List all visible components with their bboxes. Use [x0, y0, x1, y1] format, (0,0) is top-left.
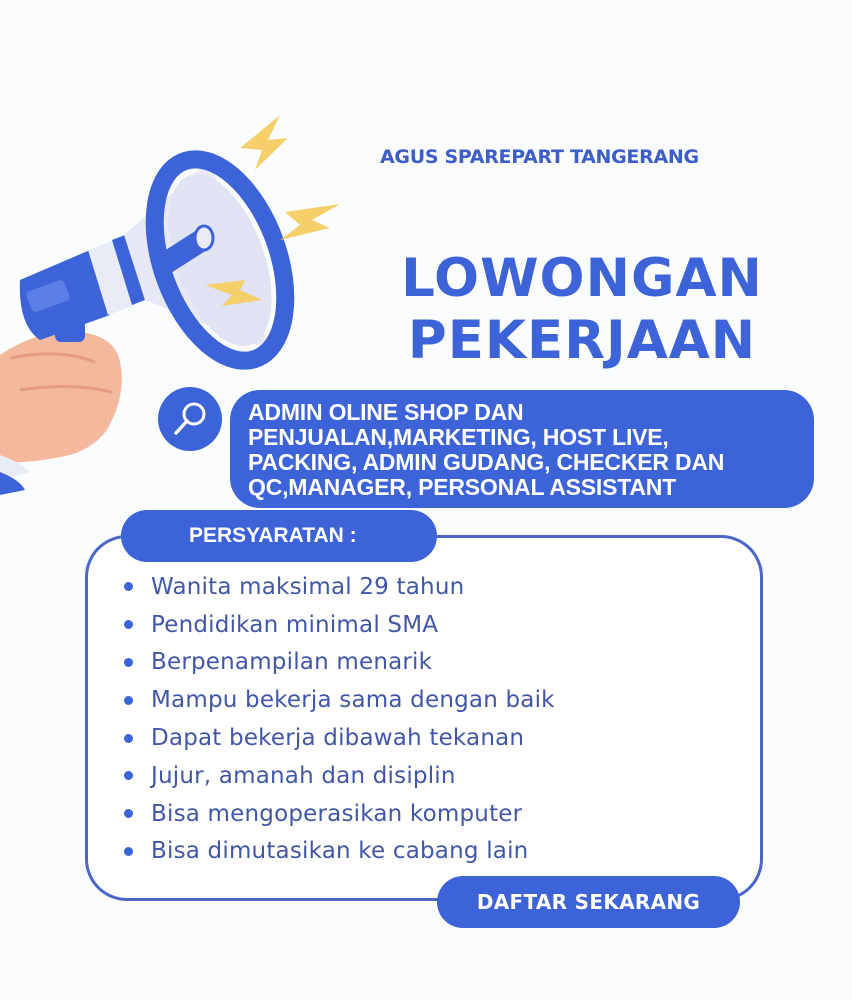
list-item — [120, 833, 555, 871]
requirement-text: Berpenampilan menarik — [151, 649, 433, 676]
page-title — [372, 248, 792, 372]
requirement-text: Dapat bekerja dibawah tekanan — [151, 725, 525, 752]
title-line-1: LOWONGAN — [401, 248, 763, 309]
positions-line: PENJUALAN,MARKETING, HOST LIVE, — [248, 424, 669, 450]
company-name: AGUS SPAREPART TANGERANG — [380, 146, 699, 168]
list-item — [120, 606, 555, 644]
bullet-icon — [124, 809, 133, 818]
bullet-icon — [124, 696, 133, 705]
requirement-text: Mampu bekerja sama dengan baik — [151, 687, 555, 714]
search-icon — [170, 399, 210, 439]
list-item — [120, 644, 555, 682]
list-item — [120, 757, 555, 795]
bullet-icon — [124, 620, 133, 629]
list-item — [120, 681, 555, 719]
register-now-button[interactable]: DAFTAR SEKARANG — [437, 876, 740, 928]
job-positions-box — [230, 390, 814, 508]
positions-line: PACKING, ADMIN GUDANG, CHECKER DAN — [248, 449, 725, 475]
bullet-icon — [124, 658, 133, 667]
bullet-icon — [124, 582, 133, 591]
requirement-text: Jujur, amanah dan disiplin — [151, 762, 456, 789]
positions-line: ADMIN OLINE SHOP DAN — [248, 399, 524, 425]
bullet-icon — [124, 734, 133, 743]
list-item — [120, 795, 555, 833]
positions-line: QC,MANAGER, PERSONAL ASSISTANT — [248, 474, 677, 500]
requirements-label: PERSYARATAN : — [121, 510, 437, 562]
search-icon-badge — [158, 387, 222, 451]
list-item — [120, 568, 555, 606]
list-item — [120, 719, 555, 757]
requirement-text: Bisa mengoperasikan komputer — [151, 800, 523, 827]
requirement-text: Wanita maksimal 29 tahun — [151, 573, 465, 600]
bullet-icon — [124, 771, 133, 780]
requirement-text: Bisa dimutasikan ke cabang lain — [151, 838, 529, 865]
requirement-text: Pendidikan minimal SMA — [151, 611, 439, 638]
title-line-2: PEKERJAAN — [407, 310, 757, 371]
bullet-icon — [124, 847, 133, 856]
requirements-list — [120, 568, 555, 870]
